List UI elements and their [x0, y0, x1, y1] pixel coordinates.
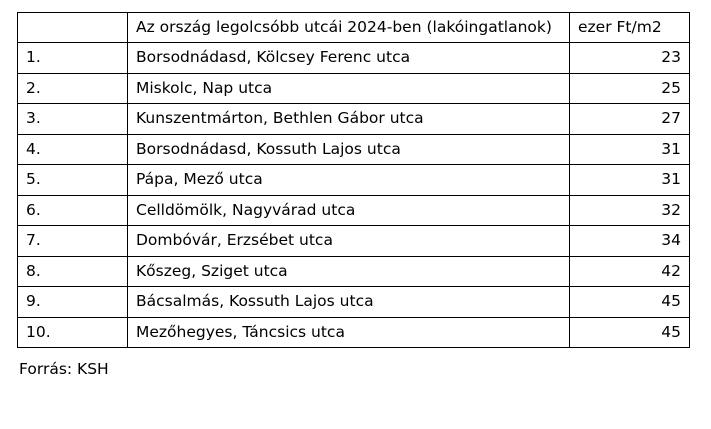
row-rank: 6.	[18, 195, 128, 225]
table-row	[18, 43, 690, 73]
row-rank: 4.	[18, 134, 128, 164]
table-row	[18, 195, 690, 225]
cheapest-streets-table	[17, 12, 690, 348]
row-name: Kunszentmárton, Bethlen Gábor utca	[128, 104, 570, 134]
row-value: 31	[570, 165, 690, 195]
row-value: 45	[570, 287, 690, 317]
row-name: Bácsalmás, Kossuth Lajos utca	[128, 287, 570, 317]
row-name: Pápa, Mező utca	[128, 165, 570, 195]
table-row	[18, 104, 690, 134]
header-name-cell: Az ország legolcsóbb utcái 2024-ben (lakóingatlanok)	[128, 13, 570, 43]
row-rank: 10.	[18, 317, 128, 347]
row-rank: 5.	[18, 165, 128, 195]
row-rank: 9.	[18, 287, 128, 317]
row-value: 27	[570, 104, 690, 134]
row-value: 34	[570, 226, 690, 256]
table-header	[18, 13, 690, 43]
row-name: Borsodnádasd, Kölcsey Ferenc utca	[128, 43, 570, 73]
row-value: 25	[570, 73, 690, 103]
row-value: 45	[570, 317, 690, 347]
row-rank: 3.	[18, 104, 128, 134]
table-header-row	[18, 13, 690, 43]
row-rank: 2.	[18, 73, 128, 103]
row-rank: 8.	[18, 256, 128, 286]
table-row	[18, 226, 690, 256]
row-name: Miskolc, Nap utca	[128, 73, 570, 103]
row-name: Kőszeg, Sziget utca	[128, 256, 570, 286]
row-rank: 7.	[18, 226, 128, 256]
row-value: 23	[570, 43, 690, 73]
header-rank-cell	[18, 13, 128, 43]
table-row	[18, 134, 690, 164]
source-note: Forrás: KSH	[19, 359, 109, 378]
row-value: 32	[570, 195, 690, 225]
table-row	[18, 165, 690, 195]
table-row	[18, 287, 690, 317]
table-row	[18, 73, 690, 103]
table-row	[18, 317, 690, 347]
header-unit-cell: ezer Ft/m2	[570, 13, 690, 43]
row-value: 31	[570, 134, 690, 164]
table-row	[18, 256, 690, 286]
table-body	[18, 43, 690, 348]
row-rank: 1.	[18, 43, 128, 73]
row-name: Mezőhegyes, Táncsics utca	[128, 317, 570, 347]
row-name: Dombóvár, Erzsébet utca	[128, 226, 570, 256]
row-name: Borsodnádasd, Kossuth Lajos utca	[128, 134, 570, 164]
row-name: Celldömölk, Nagyvárad utca	[128, 195, 570, 225]
row-value: 42	[570, 256, 690, 286]
